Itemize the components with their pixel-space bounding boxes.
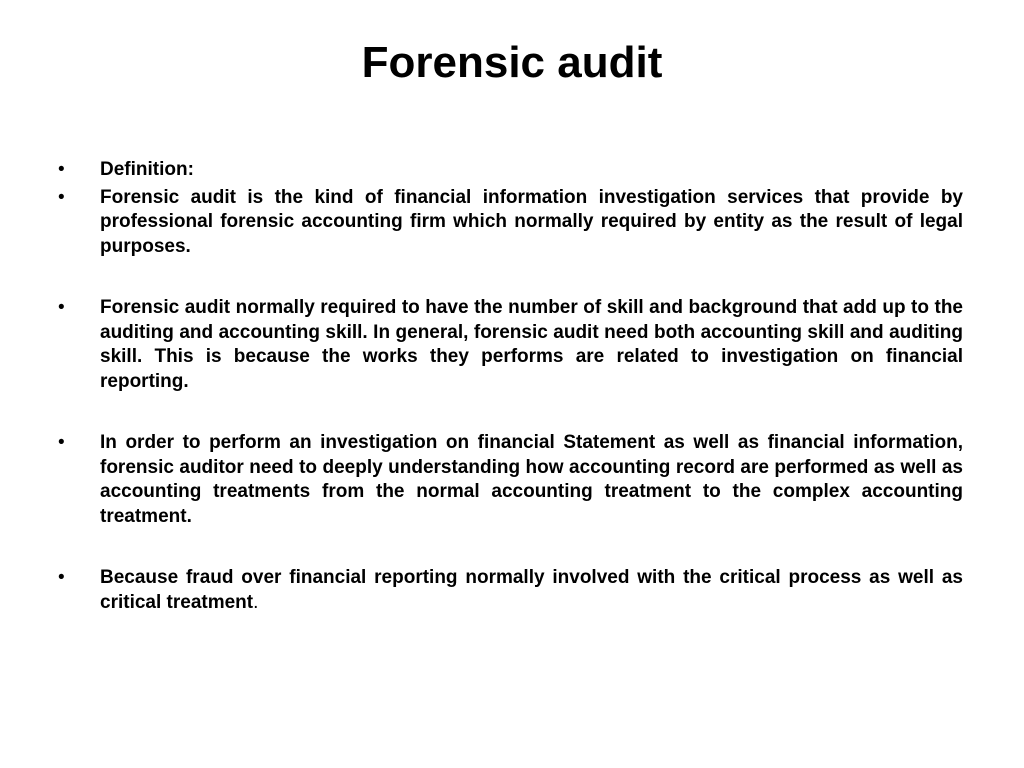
list-item <box>58 566 963 615</box>
list-item <box>58 186 963 260</box>
list-item <box>58 158 963 183</box>
slide-title: Forensic audit <box>361 38 663 87</box>
list-item <box>58 296 963 394</box>
bullet-marker: • <box>58 567 65 588</box>
final-period: . <box>253 591 259 613</box>
bullet-text: Definition: <box>100 159 194 180</box>
list-item <box>58 431 963 529</box>
bullet-text: Because fraud over financial reporting normally involved with the critical process as well as critical treatment <box>100 567 963 613</box>
bullet-text: Forensic audit normally required to have the number of skill and background that add up to the auditing and accounting skill. In general, forensic audit need both accounting skill and auditing skill. This is because the works they performs are related to investigation on financial reporting. <box>100 297 963 392</box>
bullet-marker: • <box>58 186 65 208</box>
bullet-marker: • <box>58 159 65 180</box>
bullet-marker: • <box>58 297 65 318</box>
bullet-text: In order to perform an investigation on financial Statement as well as financial information, forensic auditor need to deeply understanding how accounting record are performed as well as accounting treatments from the normal accounting treatment to the complex accounting treatment. <box>100 432 963 527</box>
bullet-text: Forensic audit is the kind of financial information investigation services that provide by professional forensic accounting firm which normally required by entity as the result of legal purposes. <box>100 186 963 257</box>
bullet-list <box>58 158 963 615</box>
bullet-marker: • <box>58 432 65 453</box>
